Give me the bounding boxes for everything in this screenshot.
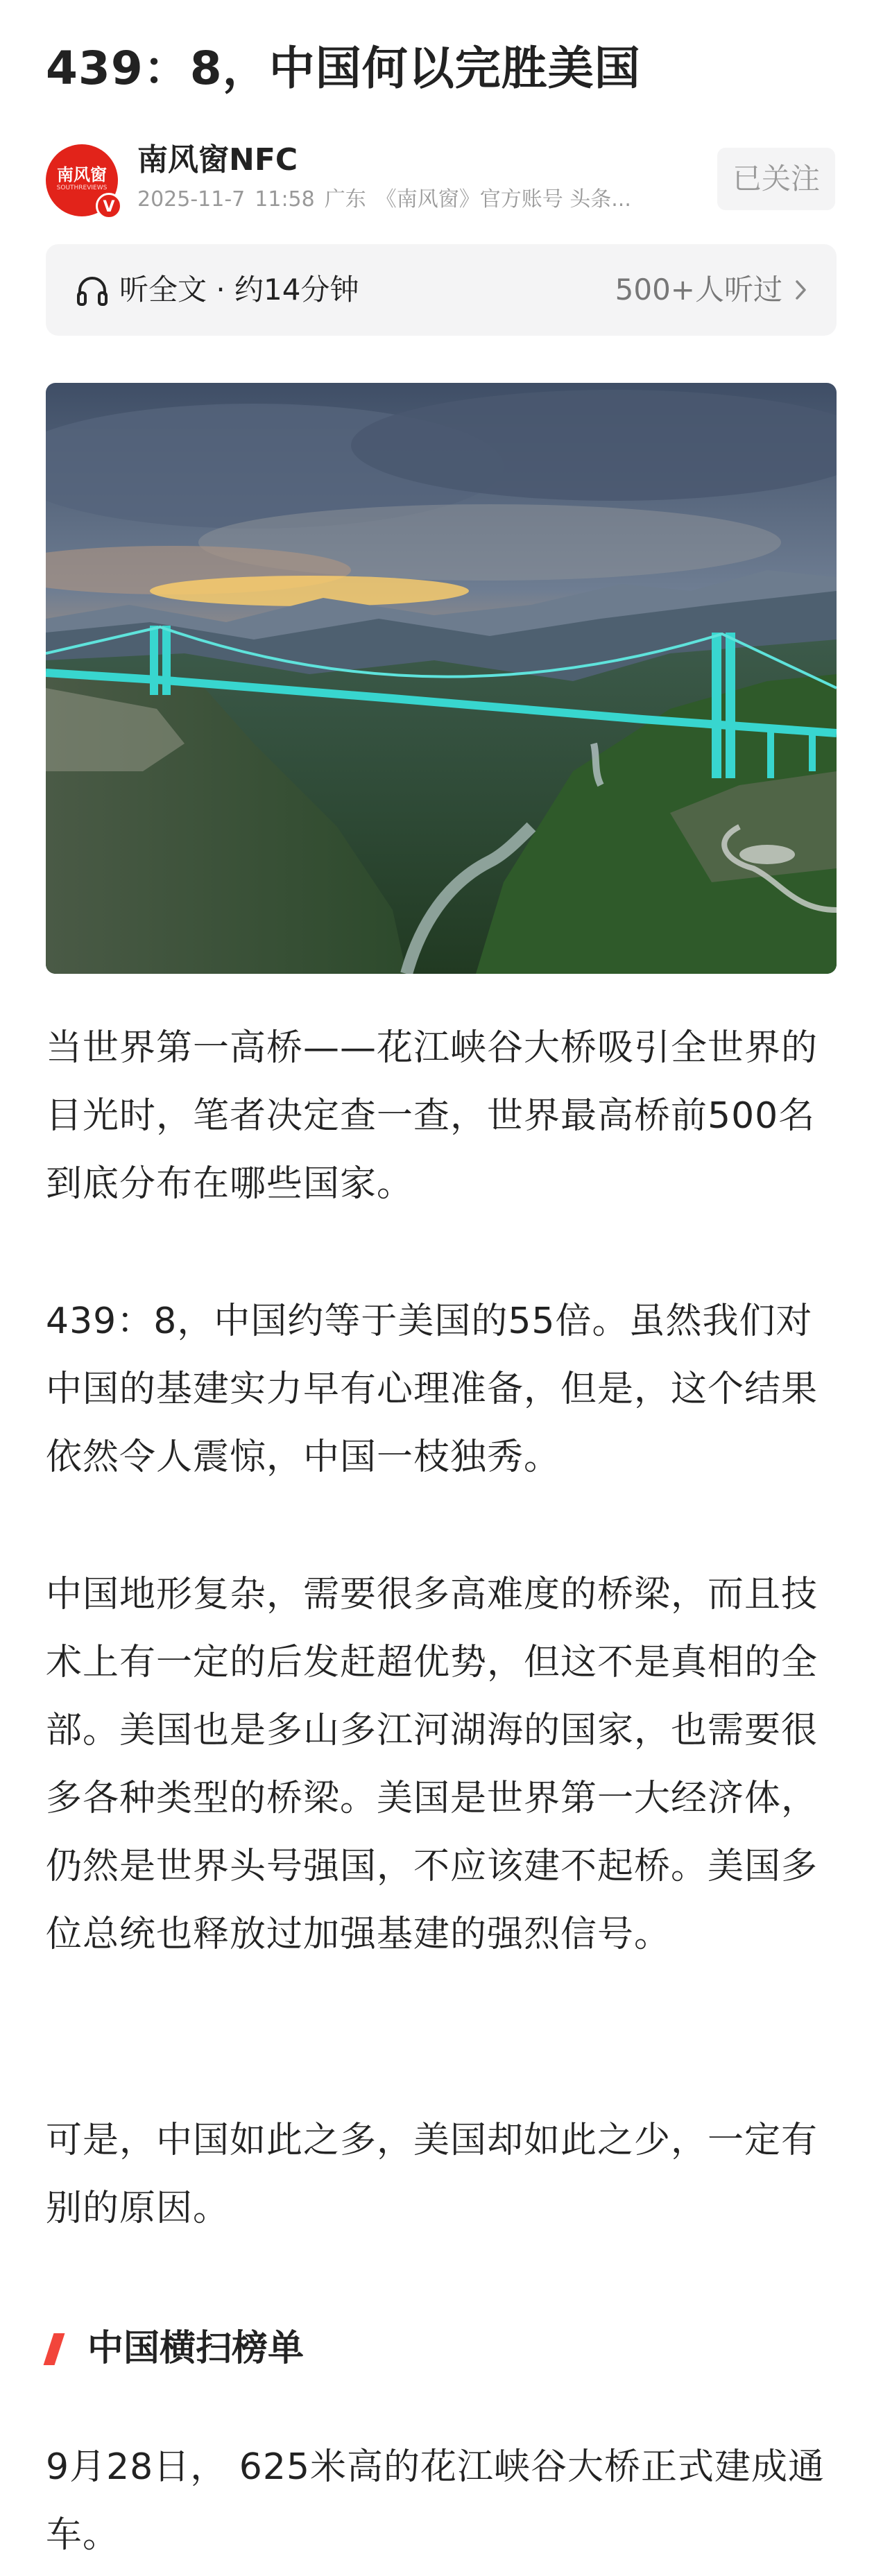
- chevron-right-icon: [794, 277, 809, 302]
- body-paragraph-3: 中国地形复杂，需要很多高难度的桥梁，而且技术上有一定的后发赶超优势，但这不是真相的全部。美国也是多山多江河湖海的国家，也需要很多各种类型的桥梁。美国是世界第一大经济体，仍然是世界头号强国，不应该建不起桥。美国多位总统也释放过加强基建的强烈信号。: [46, 1574, 819, 1955]
- publish-location: 广东: [324, 187, 366, 212]
- author-avatar[interactable]: [46, 144, 118, 216]
- listen-full-text-bar[interactable]: [46, 244, 837, 336]
- avatar-logo-text: 南风窗: [57, 164, 107, 184]
- author-name[interactable]: 南风窗NFC: [137, 142, 298, 178]
- bridge-photo-image: [46, 383, 837, 974]
- hero-bridge-photo[interactable]: [46, 383, 837, 974]
- avatar-logo-subtext: SOUTHREVIEWS: [56, 184, 108, 191]
- headphone-icon: [75, 273, 110, 308]
- body-paragraph-4: 可是，中国如此之多，美国却如此之少，一定有别的原因。: [46, 2120, 819, 2229]
- follow-button[interactable]: 已关注: [717, 148, 835, 210]
- publish-time: 11:58: [255, 187, 315, 212]
- section-accent-mark: [44, 2333, 65, 2365]
- verified-badge-icon: V: [96, 193, 122, 219]
- section-title: 中国横扫榜单: [87, 2328, 305, 2369]
- body-paragraph-2: 439：8，中国约等于美国的55倍。虽然我们对中国的基建实力早有心理准备，但是，这个结果依然令人震惊，中国一枝独秀。: [46, 1300, 819, 1478]
- listen-count: 500+人听过: [615, 273, 782, 307]
- article-meta: [137, 186, 678, 214]
- publish-date: 2025-11-7: [137, 187, 246, 212]
- account-description: 《南风窗》官方账号 头条...: [375, 187, 631, 212]
- body-paragraph-1: 当世界第一高桥——花江峡谷大桥吸引全世界的目光时，笔者决定查一查，世界最高桥前500名到底分布在哪些国家。: [46, 1027, 819, 1205]
- article-title: 439：8，中国何以完胜美国: [46, 42, 641, 95]
- body-paragraph-5: 9月28日， 625米高的花江峡谷大桥正式建成通车。: [46, 2446, 825, 2556]
- listen-label: 听全文 · 约14分钟: [119, 273, 359, 307]
